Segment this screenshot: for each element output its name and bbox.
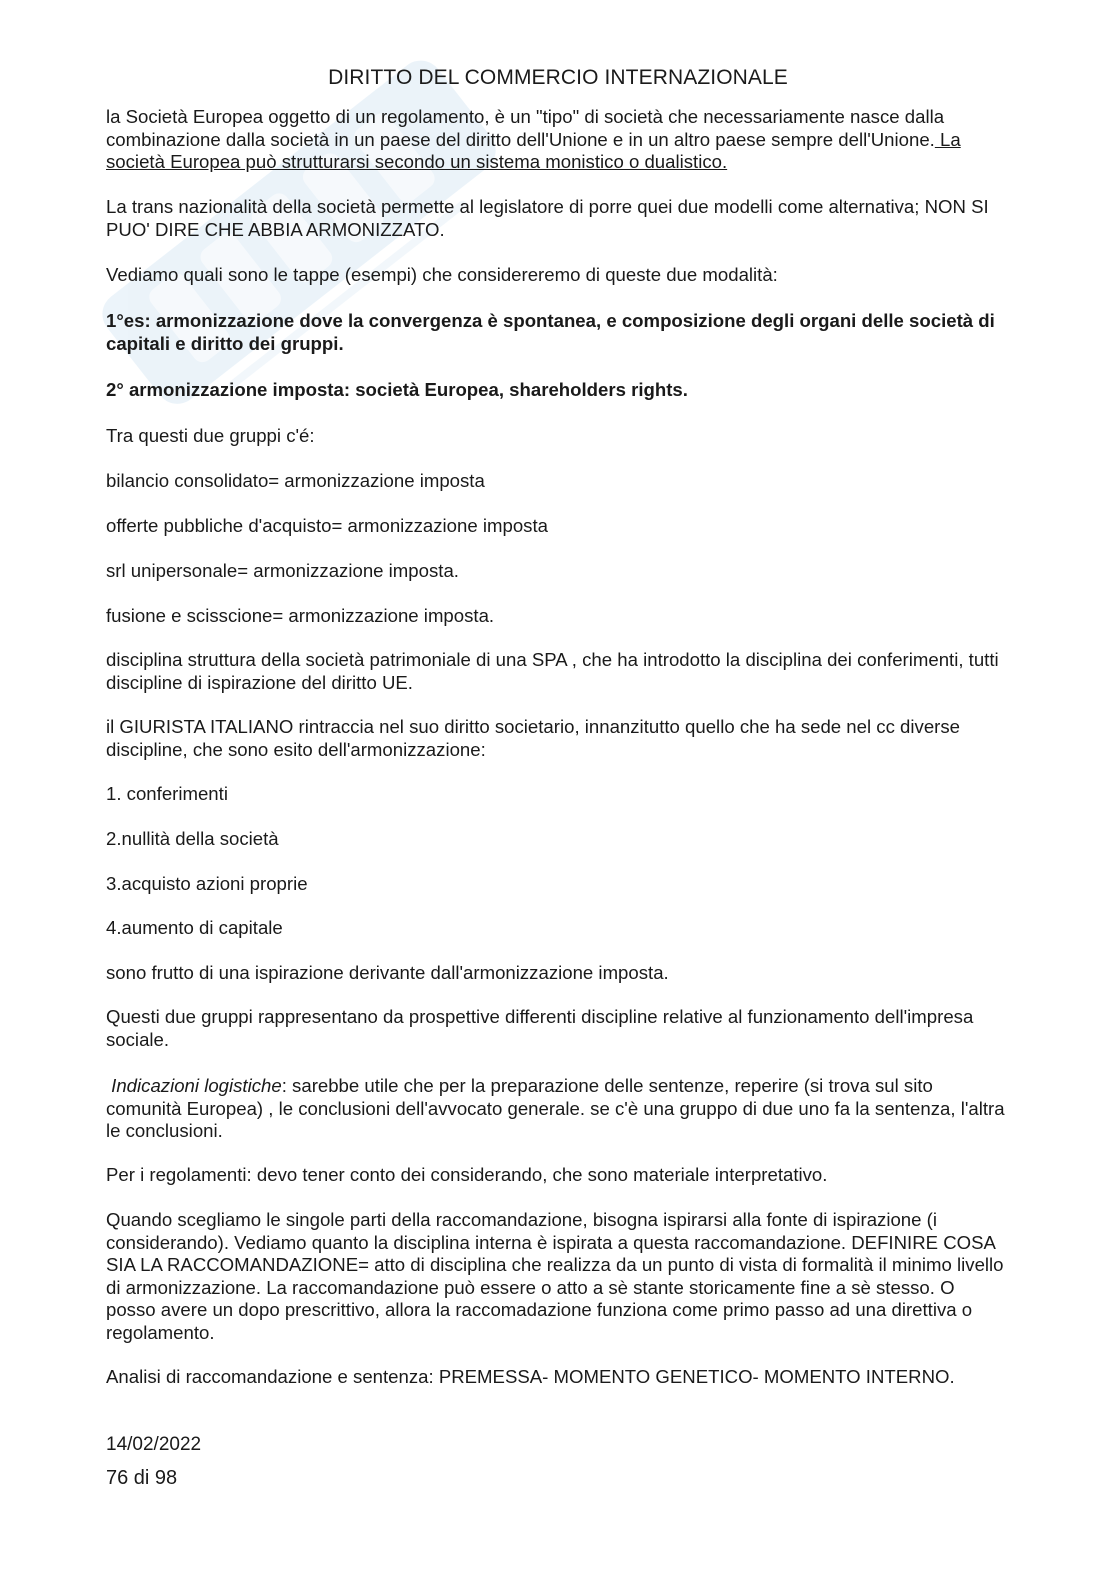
underlined-sentence: La società Europea può strutturarsi secondo un sistema monistico o dualistico. <box>106 128 961 173</box>
document-title: DIRITTO DEL COMMERCIO INTERNAZIONALE <box>328 66 788 89</box>
paragraph-gruppi-prospettive: Questi due gruppi rappresentano da prospettive differenti discipline relative al funzionamento dell'impresa sociale. <box>106 1006 974 1050</box>
paragraph-indicazioni <box>106 1075 1006 1143</box>
document-date: 14/02/2022 <box>106 1434 202 1455</box>
paragraph-societa-europea <box>106 106 1006 174</box>
list-item: 2.nullità della società <box>106 828 279 849</box>
list-item: srl unipersonale= armonizzazione imposta. <box>106 560 459 581</box>
indicazioni-text: : sarebbe utile che per la preparazione delle sentenze, reperire (si trova sul sito comunità Europea) , le conclusioni dell'avvocato generale. se c'è una gruppo di due uno fa la sentenza, l'altra le conclusioni. <box>106 1075 1005 1142</box>
paragraph-societa-europea-text: la Società Europea oggetto di un regolamento, è un "tipo" di società che necessariamente nasce dalla combinazione dalla società in un paese del diritto dell'Unione e in un altro paese sempre dell'Unione. <box>106 106 945 150</box>
page-number: 76 di 98 <box>106 1467 178 1489</box>
indicazioni-label: Indicazioni logistiche <box>111 1075 282 1096</box>
paragraph-transnazionalita: La trans nazionalità della società permette al legislatore di porre quei due modelli come alternativa; NON SI PUO' DIRE CHE ABBIA ARMONIZZATO. <box>106 196 989 240</box>
list-item: fusione e scisscione= armonizzazione imposta. <box>106 605 495 626</box>
paragraph-raccomandazione: Quando scegliamo le singole parti della raccomandazione, bisogna ispirarsi alla fonte di ispirazione (i considerando). Vediamo quanto la disciplina interna è ispirata a questa raccomandazione. DEFINIRE COSA SIA LA RACCOMANDAZIONE= atto di disciplina che realizza da un punto di vista di formalità il minimo livello di armonizzazione. La raccomandazione può essere o atto a sè stante storicamente fine a sè stesso. O posso avere un dopo prescrittivo, allora la raccomadazione funziona come primo passo ad una direttiva o regolamento. <box>106 1209 1004 1343</box>
list-item: 1. conferimenti <box>106 783 228 804</box>
paragraph-frutto: sono frutto di una ispirazione derivante dall'armonizzazione imposta. <box>106 962 669 983</box>
list-item: bilancio consolidato= armonizzazione imposta <box>106 470 485 491</box>
paragraph-giurista: il GIURISTA ITALIANO rintraccia nel suo diritto societario, innanzitutto quello che ha sede nel cc diverse discipline, che sono esito dell'armonizzazione: <box>106 716 960 760</box>
paragraph-secondo-esempio: 2° armonizzazione imposta: società Europea, shareholders rights. <box>106 379 688 400</box>
list-item: 3.acquisto azioni proprie <box>106 873 308 894</box>
list-item: offerte pubbliche d'acquisto= armonizzazione imposta <box>106 515 548 536</box>
paragraph-primo-esempio: 1°es: armonizzazione dove la convergenza è spontanea, e composizione degli organi delle società di capitali e diritto dei gruppi. <box>106 310 995 354</box>
paragraph-tappe: Vediamo quali sono le tappe (esempi) che considereremo di queste due modalità: <box>106 264 778 285</box>
paragraph-disciplina: disciplina struttura della società patrimoniale di una SPA , che ha introdotto la disciplina dei conferimenti, tutti discipline di ispirazione del diritto UE. <box>106 649 999 693</box>
paragraph-gruppi: Tra questi due gruppi c'é: <box>106 425 315 446</box>
paragraph-analisi: Analisi di raccomandazione e sentenza: PREMESSA- MOMENTO GENETICO- MOMENTO INTERNO. <box>106 1366 955 1387</box>
list-item: 4.aumento di capitale <box>106 917 283 938</box>
paragraph-regolamenti: Per i regolamenti: devo tener conto dei considerando, che sono materiale interpretativo. <box>106 1164 828 1185</box>
